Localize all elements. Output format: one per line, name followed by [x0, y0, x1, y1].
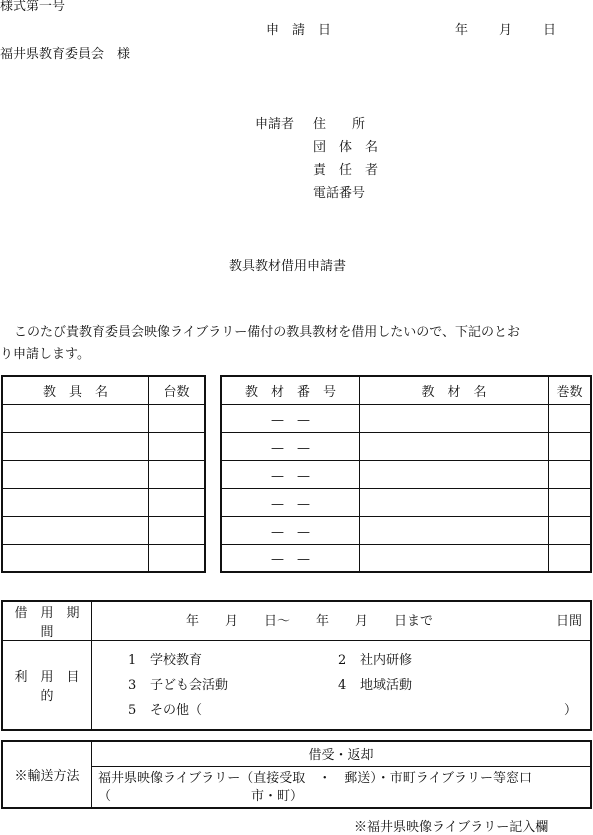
transport-method-line-1: 福井県映像ライブラリー（直接受取 ・ 郵送）・市町ライブラリー等窓口: [98, 770, 532, 786]
material-volume-cell[interactable]: [549, 488, 592, 516]
material-row: [221, 516, 591, 544]
equipment-count-cell[interactable]: [149, 544, 206, 572]
period-range: 年 月 日〜 年 月 日まで: [186, 614, 434, 629]
address-label: 住 所: [313, 117, 366, 132]
transport-method-city: 市・町）: [251, 788, 304, 804]
equipment-name-cell[interactable]: [2, 488, 149, 516]
material-volume-cell[interactable]: [549, 432, 592, 460]
purpose-option-3-number: 3: [128, 678, 137, 693]
material-name-cell[interactable]: [360, 432, 549, 460]
material-number-cell[interactable]: — —: [221, 516, 360, 544]
equipment-count-cell[interactable]: [149, 488, 206, 516]
equipment-name-header: 教 具 名: [2, 376, 149, 404]
footer-note: ※福井県映像ライブラリー記入欄: [354, 820, 549, 835]
application-date-label: 申 請 日: [266, 23, 332, 38]
body-line-2: り申請します。: [0, 347, 90, 362]
material-name-cell[interactable]: [360, 516, 549, 544]
transport-method-open-paren: （: [98, 788, 112, 804]
equipment-name-cell[interactable]: [2, 516, 149, 544]
equipment-table: [1, 375, 206, 573]
equipment-count-header: 台数: [149, 376, 206, 404]
material-volume-cell[interactable]: [549, 404, 592, 432]
equipment-name-cell[interactable]: [2, 460, 149, 488]
addressee: 福井県教育委員会 様: [0, 47, 131, 62]
applicant-label: 申請者: [255, 117, 295, 132]
materials-table: [220, 375, 592, 573]
equipment-name-cell[interactable]: [2, 404, 149, 432]
material-row: [221, 488, 591, 516]
material-number-cell[interactable]: — —: [221, 460, 360, 488]
transport-header: 借受・返却: [92, 741, 592, 766]
equipment-row: [2, 516, 205, 544]
equipment-row: [2, 460, 205, 488]
date-month-label: 月: [499, 23, 513, 38]
equipment-count-cell[interactable]: [149, 516, 206, 544]
material-volume-cell[interactable]: [549, 544, 592, 572]
purpose-option-4-number: 4: [338, 678, 347, 693]
material-volume-header: 巻数: [549, 376, 592, 404]
purpose-label: 利 用 目 的: [2, 641, 92, 731]
material-name-cell[interactable]: [360, 460, 549, 488]
equipment-row: [2, 432, 205, 460]
material-row: [221, 460, 591, 488]
material-number-cell[interactable]: — —: [221, 488, 360, 516]
equipment-row: [2, 488, 205, 516]
material-row: [221, 432, 591, 460]
material-name-cell[interactable]: [360, 488, 549, 516]
phone-label: 電話番号: [313, 186, 366, 201]
purpose-option-4-label[interactable]: 地域活動: [360, 678, 413, 693]
equipment-name-cell[interactable]: [2, 544, 149, 572]
purpose-option-2-label[interactable]: 社内研修: [360, 653, 413, 668]
equipment-count-cell[interactable]: [149, 460, 206, 488]
transport-method-cell[interactable]: [92, 766, 592, 808]
material-volume-cell[interactable]: [549, 460, 592, 488]
period-range-cell[interactable]: [92, 601, 592, 641]
document-title: 教具教材借用申請書: [229, 259, 347, 274]
material-number-cell[interactable]: — —: [221, 432, 360, 460]
purpose-option-3-label[interactable]: 子ども会活動: [150, 678, 229, 693]
material-name-cell[interactable]: [360, 404, 549, 432]
organization-label: 団 体 名: [313, 140, 379, 155]
purpose-option-1-label[interactable]: 学校教育: [150, 653, 203, 668]
equipment-name-cell[interactable]: [2, 432, 149, 460]
material-name-header: 教 材 名: [360, 376, 549, 404]
body-line-1: このたび貴教育委員会映像ライブラリー備付の教具教材を借用したいので、下記のとお: [14, 325, 520, 340]
equipment-row: [2, 544, 205, 572]
transport-table: [1, 740, 592, 809]
equipment-count-cell[interactable]: [149, 404, 206, 432]
purpose-option-5-number: 5: [128, 703, 137, 718]
purpose-options-cell: [92, 641, 592, 731]
form-number: 様式第一号: [0, 0, 66, 14]
purpose-option-1-number: 1: [128, 653, 137, 668]
period-label: 借 用 期 間: [2, 601, 92, 641]
period-purpose-table: [1, 600, 592, 731]
date-day-label: 日: [543, 23, 557, 38]
date-year-label: 年: [455, 23, 469, 38]
equipment-row: [2, 404, 205, 432]
purpose-option-2-number: 2: [338, 653, 347, 668]
transport-label: ※輸送方法: [2, 741, 92, 808]
material-number-cell[interactable]: — —: [221, 544, 360, 572]
purpose-option-5-label[interactable]: その他（: [150, 703, 203, 718]
material-row: [221, 404, 591, 432]
material-volume-cell[interactable]: [549, 516, 592, 544]
material-number-header: 教 材 番 号: [221, 376, 360, 404]
material-row: [221, 544, 591, 572]
purpose-other-close: ）: [564, 703, 578, 718]
material-number-cell[interactable]: — —: [221, 404, 360, 432]
period-days-label: 日間: [555, 614, 582, 629]
representative-label: 責 任 者: [313, 163, 379, 178]
material-name-cell[interactable]: [360, 544, 549, 572]
equipment-count-cell[interactable]: [149, 432, 206, 460]
